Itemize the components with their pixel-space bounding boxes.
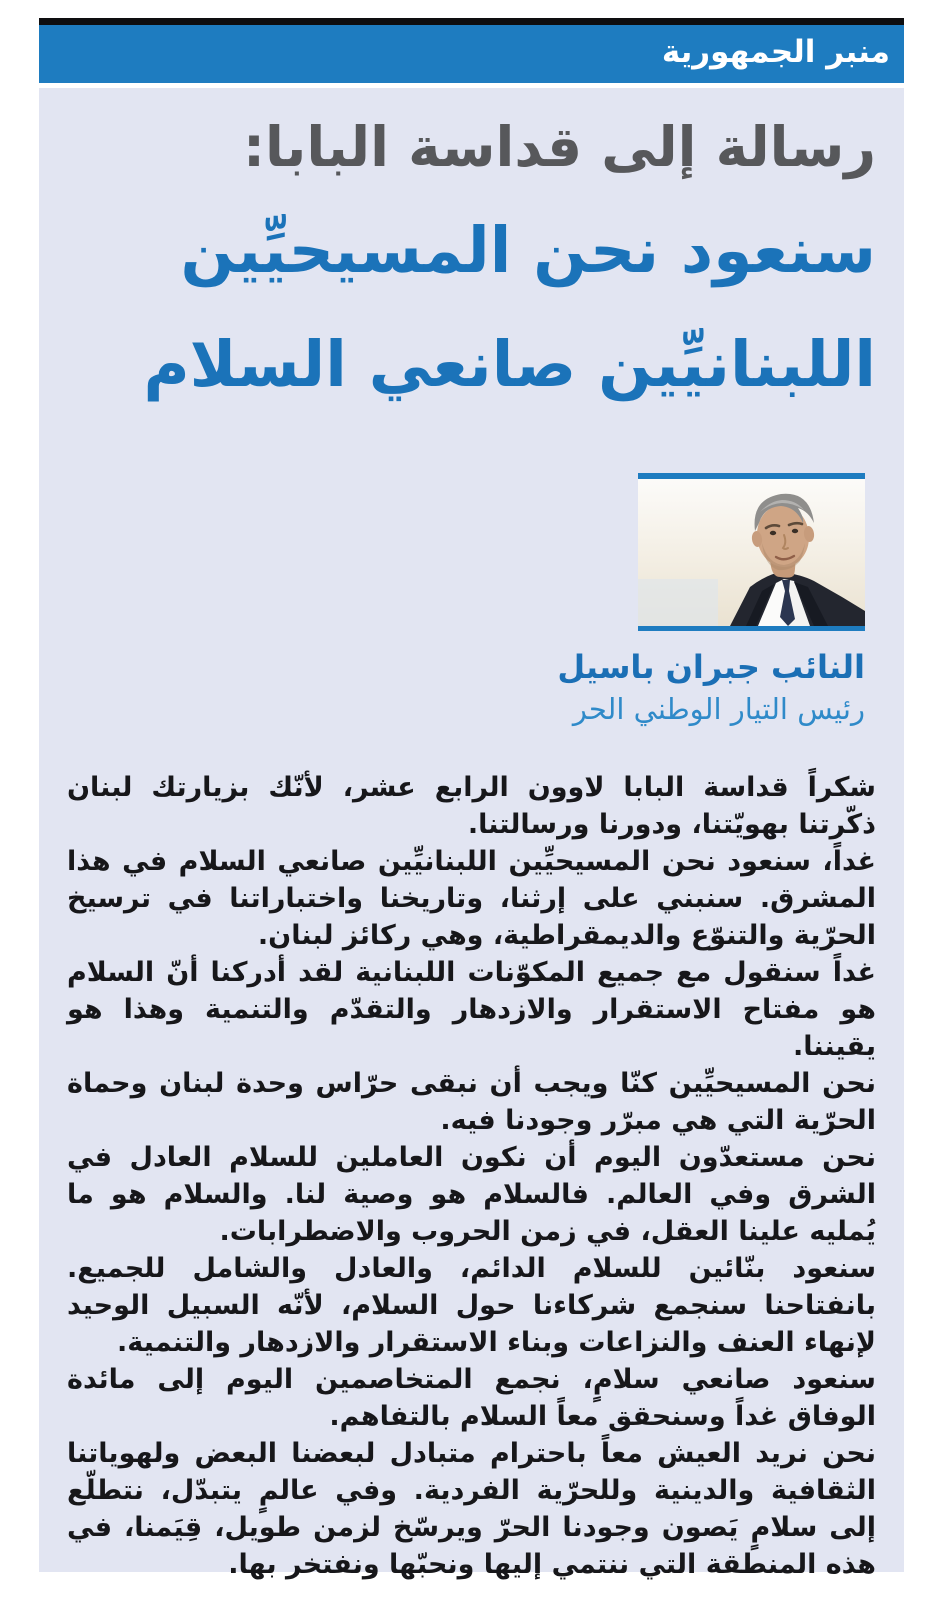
paragraph-2: غداً، سنعود نحن المسيحيِّين اللبنانيِّين صانعي السلام في هذا المشرق. سنبني على إرثنا، وتاريخنا واختباراتنا في ترسيخ الحرّية والتنوّع والديمقراطية، وهي ركائز لبنان. [67,845,876,951]
paragraph-1: شكراً قداسة البابا لاوون الرابع عشر، لأنّك بزيارتك لبنان ذكّرتنا بهويّتنا، ودورنا ورسالتنا. [67,771,876,840]
portrait-photo [638,479,865,626]
article-text [67,769,876,1583]
paragraph-7: سنعود صانعي سلامٍ، نجمع المتخاصمين اليوم إلى مائدة الوفاق غداً وسنحقق معاً السلام بالتفاهم. [67,1363,876,1432]
section-title: منبر الجمهورية [661,34,890,70]
headline-line-2: اللبنانيِّين صانعي السلام [143,328,876,402]
paragraph-5: نحن مستعدّون اليوم أن نكون العاملين للسلام العادل في الشرق وفي العالم. فالسلام هو وصية لنا. والسلام هو ما يُمليه علينا العقل، في زمن الحروب والاضطرابات. [67,1141,876,1247]
author-caption [557,645,865,729]
paragraph-3: غداً سنقول مع جميع المكوّنات اللبنانية لقد أدركنا أنّ السلام هو مفتاح الاستقرار والازدهار والتقدّم والتنمية وهذا هو يقيننا. [67,956,876,1062]
top-black-rule [39,18,904,25]
author-name: النائب جبران باسيل [557,647,865,686]
section-header-bar [39,25,904,83]
article-headline [67,194,876,423]
article-panel [39,88,904,1580]
paragraph-6: سنعود بنّائين للسلام الدائم، والعادل والشامل للجميع. بانفتاحنا سنجمع شركاءنا حول السلام، لأنّه السبيل الوحيد لإنهاء العنف والنزاعات وبناء الاستقرار والازدهار والتنمية. [67,1252,876,1358]
headline-line-1: سنعود نحن المسيحيِّين [180,213,876,287]
author-figure [557,473,865,729]
author-photo [638,473,865,631]
author-role: رئيس التيار الوطني الحر [572,691,865,726]
article-kicker: رسالة إلى قداسة البابا: [243,115,876,179]
paragraph-4: نحن المسيحيِّين كنّا ويجب أن نبقى حرّاس وحدة لبنان وحماة الحرّية التي هي مبرّر وجودنا فيه. [67,1067,876,1136]
paragraph-8: نحن نريد العيش معاً باحترام متبادل لبعضنا البعض ولهوياتنا الثقافية والدينية وللحرّية الفردية. وفي عالمٍ يتبدّل، نتطلّع إلى سلامٍ يَصون وجودنا الحرّ ويرسّخ لزمن طويل، قِيَمنا، في هذه المنطقة التي ننتمي إليها ونحبّها ونفتخر بها. [67,1437,876,1580]
